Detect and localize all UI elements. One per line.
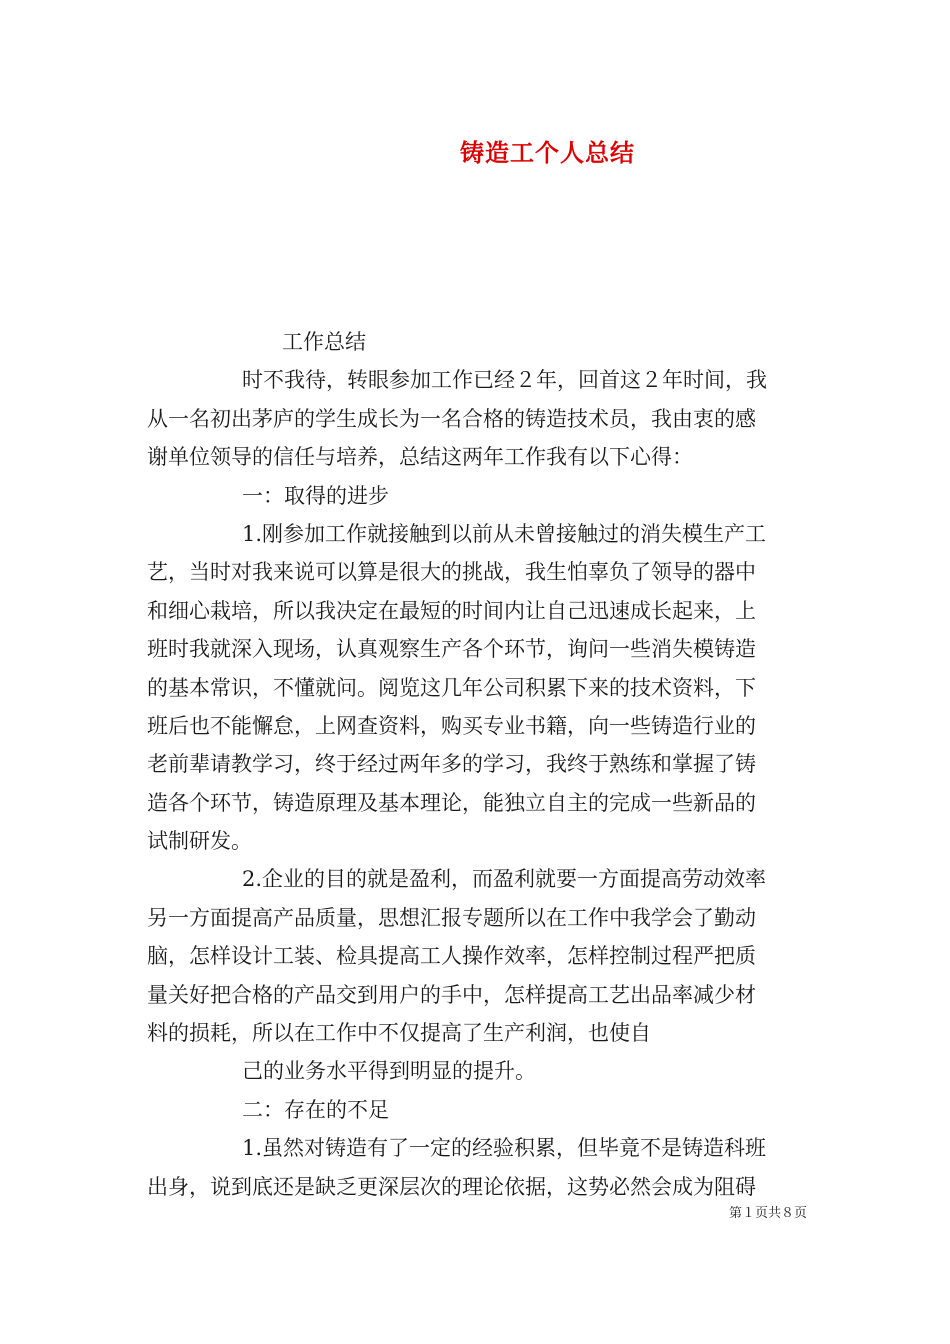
document-body — [147, 323, 807, 1206]
page-number: 第１页共８页 — [728, 1206, 807, 1221]
section-heading: 一：取得的进步 — [242, 483, 389, 508]
paragraph-line: 1.虽然对铸造有了一定的经验积累，但毕竟不是铸造科班 — [242, 1136, 767, 1161]
paragraph-line: 时不我待，转眼参加工作已经２年，回首这２年时间，我 — [242, 368, 767, 393]
paragraph-line: 量关好把合格的产品交到用户的手中，怎样提高工艺出品率减少材 — [147, 982, 756, 1007]
paragraph-line: 班时我就深入现场，认真观察生产各个环节，询问一些消失模铸造 — [147, 637, 756, 662]
section-heading: 工作总结 — [282, 330, 366, 354]
paragraph-line: 己的业务水平得到明显的提升。 — [242, 1059, 536, 1084]
paragraph-line: 班后也不能懈怠，上网查资料，购买专业书籍，向一些铸造行业的 — [147, 713, 756, 738]
paragraph-line: 另一方面提高产品质量，思想汇报专题所以在工作中我学会了勤动 — [147, 905, 756, 930]
paragraph-line: 和细心栽培，所以我决定在最短的时间内让自己迅速成长起来，上 — [147, 598, 756, 623]
paragraph-line: 1.刚参加工作就接触到以前从未曾接触过的消失模生产工 — [242, 521, 767, 546]
section-heading: 二：存在的不足 — [242, 1097, 389, 1122]
paragraph-line: 艺，当时对我来说可以算是很大的挑战，我生怕辜负了领导的器中 — [147, 560, 756, 585]
paragraph-line: 从一名初出茅庐的学生成长为一名合格的铸造技术员，我由衷的感 — [147, 406, 756, 431]
paragraph-line: 出身，说到底还是缺乏更深层次的理论依据，这势必然会成为阻碍 — [147, 1174, 756, 1199]
paragraph-line: 老前辈请教学习，终于经过两年多的学习，我终于熟练和掌握了铸 — [147, 752, 756, 777]
paragraph-line: 的基本常识，不懂就问。阅览这几年公司积累下来的技术资料，下 — [147, 675, 756, 700]
paragraph-line: 造各个环节，铸造原理及基本理论，能独立自主的完成一些新品的 — [147, 790, 756, 815]
paragraph-line: 脑，怎样设计工装、检具提高工人操作效率，怎样控制过程严把质 — [147, 944, 756, 969]
paragraph-line: 2.企业的目的就是盈利，而盈利就要一方面提高劳动效率 — [242, 867, 767, 892]
paragraph-line: 谢单位领导的信任与培养，总结这两年工作我有以下心得： — [147, 445, 693, 470]
paragraph-line: 料的损耗，所以在工作中不仅提高了生产利润，也使自 — [147, 1021, 651, 1046]
paragraph-line: 试制研发。 — [147, 829, 252, 854]
document-title: 铸造工个人总结 — [460, 138, 635, 167]
